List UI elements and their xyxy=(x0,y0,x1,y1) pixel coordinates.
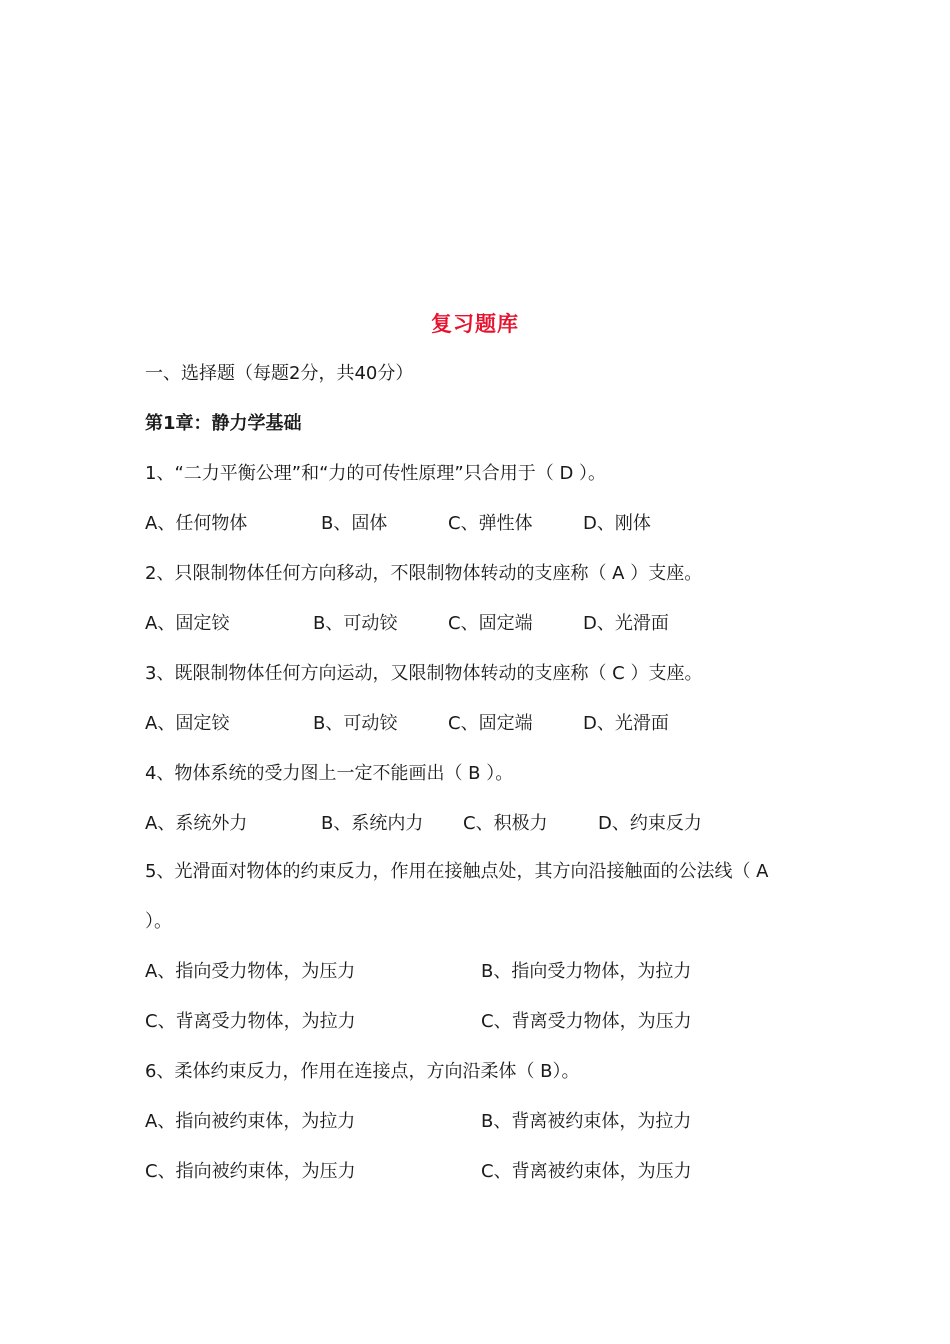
question-6-option-a: A、指向被约束体，为拉力 xyxy=(145,1111,356,1132)
question-1-option-b: B、固体 xyxy=(321,513,388,534)
question-3-option-d: D、光滑面 xyxy=(583,713,669,734)
question-4-option-c: C、积极力 xyxy=(463,813,548,834)
question-4-option-a: A、系统外力 xyxy=(145,813,248,834)
question-2-stem: 2、只限制物体任何方向移动，不限制物体转动的支座称（ A ）支座。 xyxy=(145,563,703,584)
question-1-option-d: D、刚体 xyxy=(583,513,651,534)
question-4-option-d: D、约束反力 xyxy=(598,813,702,834)
question-3-option-a: A、固定铰 xyxy=(145,713,230,734)
question-5-option-d: C、背离受力物体，为压力 xyxy=(481,1011,692,1032)
question-1-option-a: A、任何物体 xyxy=(145,513,248,534)
chapter-heading: 第1章：静力学基础 xyxy=(145,413,302,434)
question-2-option-c: C、固定端 xyxy=(448,613,533,634)
question-3-option-b: B、可动铰 xyxy=(313,713,398,734)
question-5-stem: 5、光滑面对物体的约束反力，作用在接触点处，其方向沿接触面的公法线（ A xyxy=(145,861,769,882)
question-2-option-d: D、光滑面 xyxy=(583,613,669,634)
question-6-option-d: C、背离被约束体，为压力 xyxy=(481,1161,692,1182)
question-5-option-c: C、背离受力物体，为拉力 xyxy=(145,1011,356,1032)
question-5-option-a: A、指向受力物体，为压力 xyxy=(145,961,356,982)
question-1-option-c: C、弹性体 xyxy=(448,513,533,534)
section-heading: 一、选择题（每题2分，共40分） xyxy=(145,363,414,384)
question-3-stem: 3、既限制物体任何方向运动，又限制物体转动的支座称（ C ）支座。 xyxy=(145,663,703,684)
question-3-option-c: C、固定端 xyxy=(448,713,533,734)
question-2-option-b: B、可动铰 xyxy=(313,613,398,634)
question-5-option-b: B、指向受力物体，为拉力 xyxy=(481,961,692,982)
question-5-stem-continuation: ）。 xyxy=(145,911,172,932)
question-4-stem: 4、物体系统的受力图上一定不能画出（ B ）。 xyxy=(145,763,514,784)
question-1-stem: 1、“二力平衡公理”和“力的可传性原理”只合用于（ D ）。 xyxy=(145,463,607,484)
question-4-option-b: B、系统内力 xyxy=(321,813,424,834)
question-2-option-a: A、固定铰 xyxy=(145,613,230,634)
question-6-stem: 6、柔体约束反力，作用在连接点，方向沿柔体（ B）。 xyxy=(145,1061,580,1082)
question-6-option-c: C、指向被约束体，为压力 xyxy=(145,1161,356,1182)
page-title: 复习题库 xyxy=(431,312,519,336)
question-6-option-b: B、背离被约束体，为拉力 xyxy=(481,1111,692,1132)
